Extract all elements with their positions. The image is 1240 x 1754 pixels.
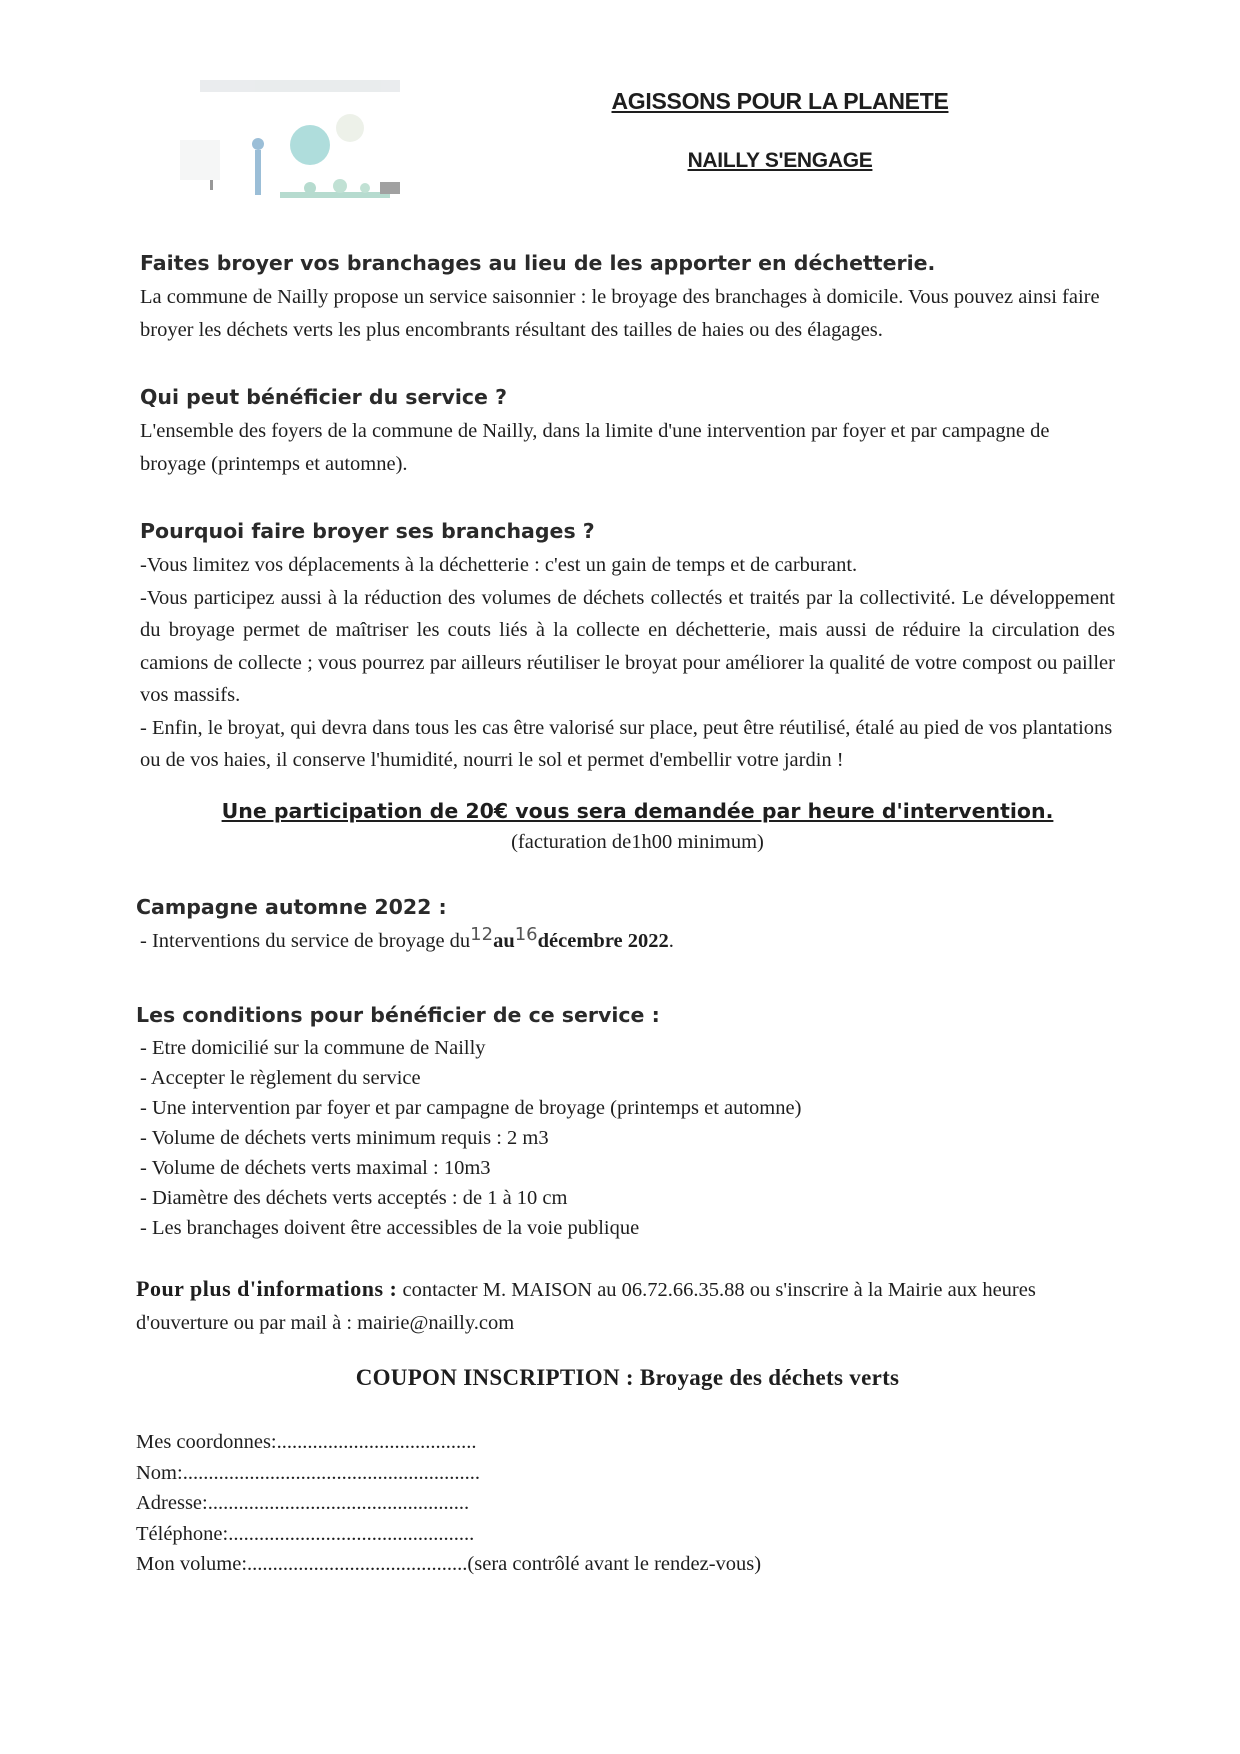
form-line-coordonnees: Mes coordonnes:....................................... <box>136 1431 477 1453</box>
why-section <box>140 518 1115 777</box>
condition-item: - Une intervention par foyer et par campagne de broyage (printemps et automne) <box>140 1097 802 1119</box>
contact-label: Pour plus d'informations : <box>136 1276 398 1301</box>
intro-heading: Faites broyer vos branchages au lieu de les apporter en déchetterie. <box>140 251 936 275</box>
commune-logo <box>160 70 450 230</box>
why-point-3: - Enfin, le broyat, qui devra dans tous les cas être valorisé sur place, peut être réutilisé, étalé au pied de vos plantations ou de vos haies, il conserve l'humidité, nourri le sol et permet d'embellir votre jardin ! <box>140 716 1113 771</box>
contact-info <box>136 1273 1115 1339</box>
conditions-section <box>136 1002 1115 1243</box>
campaign-mid: au <box>493 929 515 952</box>
form-line-telephone: Téléphone:................................................ <box>136 1522 475 1545</box>
campaign-start-day: 12 <box>470 923 494 945</box>
condition-item: - Etre domicilié sur la commune de Nailly <box>140 1037 486 1059</box>
form-line-adresse: Adresse:................................................... <box>136 1492 470 1514</box>
coupon-title: COUPON INSCRIPTION : Broyage des déchets verts <box>355 1365 900 1390</box>
why-point-1: -Vous limitez vos déplacements à la déchetterie : c'est un gain de temps et de carburant. <box>140 554 858 576</box>
why-heading: Pourquoi faire broyer ses branchages ? <box>140 519 595 543</box>
condition-item: - Diamètre des déchets verts acceptés : de 1 à 10 cm <box>140 1187 568 1209</box>
campaign-heading: Campagne automne 2022 : <box>136 894 447 919</box>
intro-text: La commune de Nailly propose un service saisonnier : le broyage des branchages à domicile. Vous pouvez ainsi faire broyer les déchets verts les plus encombrants résultant des tailles de haies ou des élagages. <box>140 286 1100 341</box>
who-section <box>140 384 1115 480</box>
campaign-section <box>136 894 1115 959</box>
campaign-prefix: - Interventions du service de broyage du <box>140 929 471 952</box>
billing-note: (facturation de1h00 minimum) <box>511 830 764 853</box>
conditions-heading: Les conditions pour bénéficier de ce service : <box>136 1003 660 1027</box>
why-point-2: -Vous participez aussi à la réduction des volumes de déchets collectés et traités par la collectivité. Le développement du broyage permet de maîtriser les couts liés à la collecte en déchetterie, mais aussi de réduire la circulation des camions de collecte ; vous pourrez par ailleurs réutiliser le broyat pour améliorer la qualité de votre compost ou pailler vos massifs. <box>140 586 1115 706</box>
condition-item: - Accepter le règlement du service <box>140 1067 421 1089</box>
who-heading: Qui peut bénéficier du service ? <box>140 385 507 409</box>
condition-item: - Les branchages doivent être accessibles de la voie publique <box>140 1217 640 1239</box>
coupon-form <box>136 1427 1115 1580</box>
campaign-text <box>140 925 1115 959</box>
document-title: AGISSONS POUR LA PLANETE <box>611 88 949 114</box>
campaign-end: . <box>668 929 674 952</box>
document-body <box>136 250 1115 1580</box>
contact-text: contacter M. MAISON au 06.72.66.35.88 ou s'inscrire à la Mairie aux heures d'ouverture ou par mail à : mairie@nailly.com <box>136 1279 1036 1334</box>
condition-item: - Volume de déchets verts minimum requis : 2 m3 <box>140 1127 549 1149</box>
who-text: L'ensemble des foyers de la commune de Nailly, dans la limite d'une intervention par foyer et par campagne de broyage (printemps et automne). <box>140 420 1050 475</box>
participation-notice: Une participation de 20€ vous sera demandée par heure d'intervention. <box>221 798 1054 823</box>
intro-section <box>140 250 1115 346</box>
campaign-end-day: 16 <box>514 923 538 945</box>
condition-item: - Volume de déchets verts maximal : 10m3 <box>140 1157 491 1179</box>
document-subtitle: NAILLY S'ENGAGE <box>687 149 873 172</box>
form-line-nom: Nom:.......................................................... <box>136 1461 480 1484</box>
campaign-month: décembre 2022 <box>537 929 669 952</box>
form-line-volume: Mon volume:...........................................(sera contrôlé avant le rendez-vous) <box>136 1553 762 1575</box>
conditions-list <box>140 1033 1115 1243</box>
